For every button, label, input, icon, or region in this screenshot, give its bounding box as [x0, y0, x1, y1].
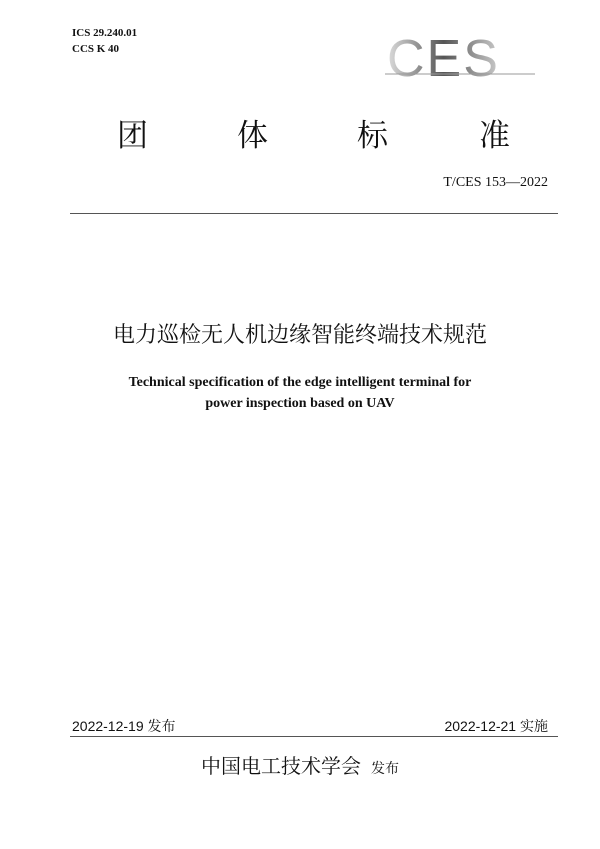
divider — [70, 213, 558, 214]
publisher — [0, 750, 600, 779]
category-char-1: 团 — [117, 118, 148, 153]
publisher-name: 中国电工技术学会 — [201, 756, 361, 778]
category-char-3: 标 — [357, 118, 388, 153]
divider-bottom — [70, 736, 558, 737]
title-english — [0, 372, 600, 414]
title-english-line-1: Technical specification of the edge intelligent terminal for — [128, 375, 472, 390]
publisher-suffix: 发布 — [371, 760, 399, 776]
publish-date: 2022-12-19 发布 — [72, 718, 176, 734]
ces-logo — [385, 30, 535, 90]
ics-code: ICS 29.240.01 — [72, 27, 138, 39]
standard-number: T/CES 153—2022 — [443, 175, 548, 190]
ccs-code: CCS K 40 — [72, 43, 120, 55]
title-english-line-2: power inspection based on UAV — [205, 396, 395, 411]
svg-text:CES: CES — [387, 30, 500, 88]
implement-date: 2022-12-21 实施 — [444, 718, 548, 734]
category-char-4: 准 — [479, 118, 510, 153]
category-char-2: 体 — [237, 118, 268, 153]
title-chinese: 电力巡检无人机边缘智能终端技术规范 — [112, 322, 487, 347]
